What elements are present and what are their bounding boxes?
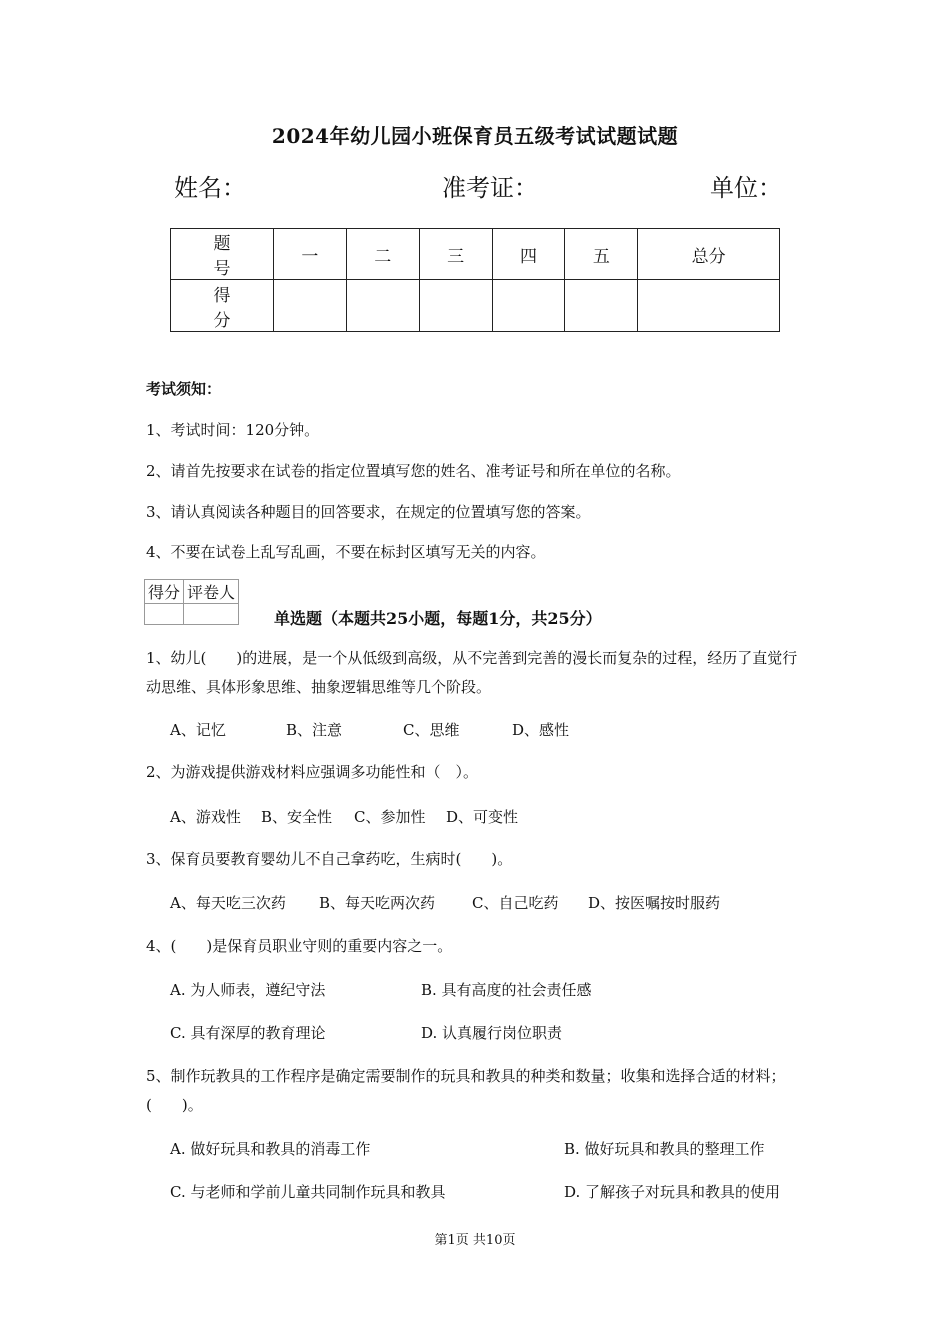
ticket-label: 准考证： bbox=[442, 174, 538, 202]
score-input-cell[interactable] bbox=[419, 280, 492, 332]
candidate-fields bbox=[0, 168, 950, 208]
answer-option[interactable]: D. 了解孩子对玩具和教具的使用 bbox=[564, 1183, 781, 1201]
question-text: 2、为游戏提供游戏材料应强调多功能性和（ ）。 bbox=[146, 763, 479, 781]
score-table-score-row bbox=[171, 280, 780, 332]
notice-item: 4、不要在试卷上乱写乱画，不要在标封区填写无关的内容。 bbox=[146, 543, 546, 561]
question-text: 1、幼儿( )的进展，是一个从低级到高级，从不完善到完善的漫长而复杂的过程，经历了直觉行动思维、具体形象思维、抽象逻辑思维等几个阶段。 bbox=[146, 649, 798, 696]
section-title: 单选题（本题共25小题，每题1分，共25分） bbox=[274, 609, 602, 628]
score-table bbox=[170, 228, 780, 332]
answer-option[interactable]: B、每天吃两次药 bbox=[319, 894, 436, 912]
grader-score-label: 得分 bbox=[145, 580, 184, 604]
notice-item: 1、考试时间：120分钟。 bbox=[146, 421, 320, 439]
score-table-cell: 四 bbox=[492, 229, 565, 280]
score-input-cell[interactable] bbox=[638, 280, 780, 332]
answer-option[interactable]: B. 做好玩具和教具的整理工作 bbox=[564, 1140, 765, 1158]
answer-option[interactable]: B. 具有高度的社会责任感 bbox=[421, 981, 592, 999]
answer-option[interactable]: B、注意 bbox=[286, 721, 343, 739]
question-text: 3、保育员要教育婴幼儿不自己拿药吃，生病时( )。 bbox=[146, 850, 513, 868]
question-text: 5、制作玩教具的工作程序是确定需要制作的玩具和教具的种类和数量；收集和选择合适的材料；( )。 bbox=[146, 1067, 786, 1114]
grader-reviewer-label: 评卷人 bbox=[184, 580, 239, 604]
score-table-cell: 二 bbox=[346, 229, 419, 280]
answer-option[interactable]: A、游戏性 bbox=[170, 808, 241, 826]
answer-option[interactable]: D、可变性 bbox=[446, 808, 519, 826]
score-table-cell: 总分 bbox=[638, 229, 780, 280]
answer-option[interactable]: C. 与老师和学前儿童共同制作玩具和教具 bbox=[170, 1183, 446, 1201]
grader-box bbox=[144, 579, 239, 625]
answer-option[interactable]: C、参加性 bbox=[354, 808, 426, 826]
page-title: 2024年幼儿园小班保育员五级考试试题试题 bbox=[271, 124, 679, 148]
answer-option[interactable]: C、思维 bbox=[403, 721, 460, 739]
question-text: 4、( )是保育员职业守则的重要内容之一。 bbox=[146, 937, 453, 955]
score-table-cell: 三 bbox=[419, 229, 492, 280]
score-table-cell: 题 号 bbox=[171, 229, 274, 280]
score-input-cell[interactable] bbox=[346, 280, 419, 332]
answer-option[interactable]: A、每天吃三次药 bbox=[170, 894, 286, 912]
notice-item: 3、请认真阅读各种题目的回答要求，在规定的位置填写您的答案。 bbox=[146, 503, 591, 521]
answer-option[interactable]: D、感性 bbox=[512, 721, 570, 739]
score-table-cell: 一 bbox=[274, 229, 347, 280]
score-table-cell: 得 分 bbox=[171, 280, 274, 332]
grader-reviewer-cell[interactable] bbox=[184, 604, 239, 625]
grader-score-cell[interactable] bbox=[145, 604, 184, 625]
score-table-cell: 五 bbox=[565, 229, 638, 280]
answer-option[interactable]: A. 为人师表，遵纪守法 bbox=[170, 981, 326, 999]
answer-option[interactable]: D. 认真履行岗位职责 bbox=[421, 1024, 563, 1042]
answer-option[interactable]: B、安全性 bbox=[261, 808, 333, 826]
answer-option[interactable]: A. 做好玩具和教具的消毒工作 bbox=[170, 1140, 371, 1158]
answer-option[interactable]: A、记忆 bbox=[170, 721, 226, 739]
score-input-cell[interactable] bbox=[565, 280, 638, 332]
score-input-cell[interactable] bbox=[492, 280, 565, 332]
unit-label: 单位： bbox=[710, 174, 782, 202]
score-table-header-row bbox=[171, 229, 780, 280]
notice-item: 2、请首先按要求在试卷的指定位置填写您的姓名、准考证号和所在单位的名称。 bbox=[146, 462, 681, 480]
notice-heading: 考试须知： bbox=[146, 380, 222, 398]
score-input-cell[interactable] bbox=[274, 280, 347, 332]
answer-option[interactable]: D、按医嘱按时服药 bbox=[588, 894, 721, 912]
answer-option[interactable]: C、自己吃药 bbox=[472, 894, 559, 912]
answer-option[interactable]: C. 具有深厚的教育理论 bbox=[170, 1024, 326, 1042]
page-footer: 第1页 共10页 bbox=[434, 1233, 516, 1248]
name-label: 姓名： bbox=[174, 174, 246, 202]
